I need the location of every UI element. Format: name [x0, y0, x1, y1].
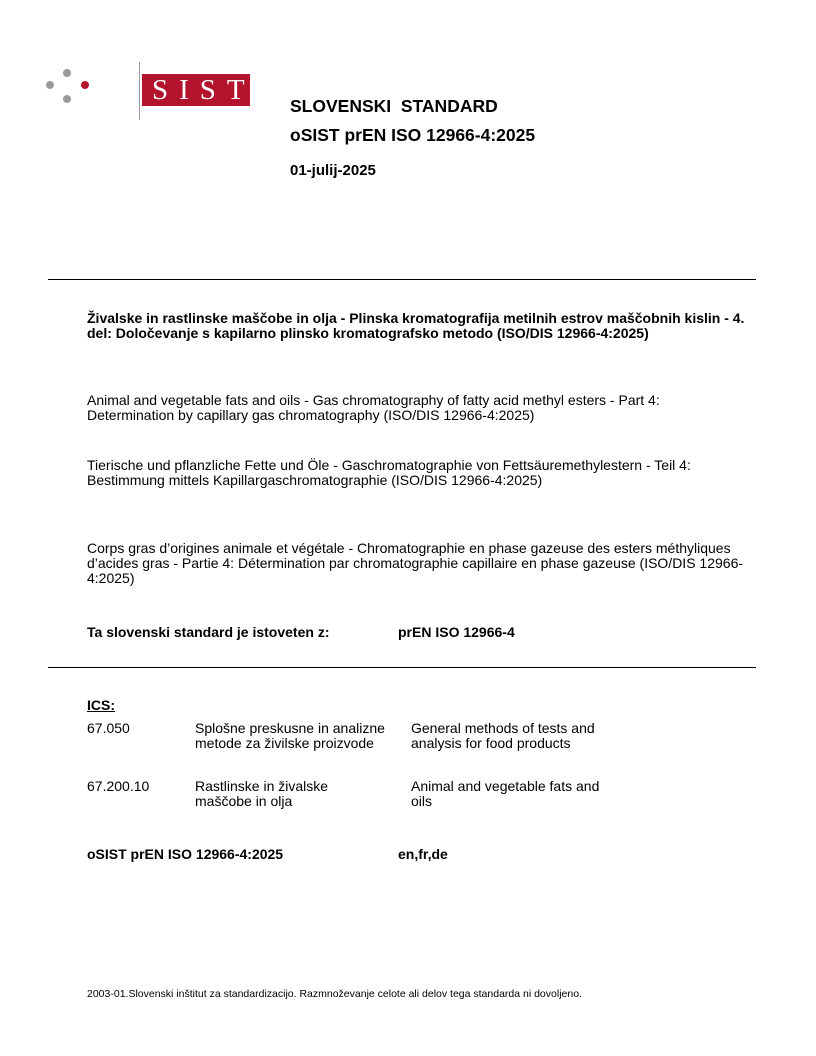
- divider-top: [48, 279, 756, 280]
- copyright-footer: 2003-01.Slovenski inštitut za standardizacijo. Razmnoževanje celote ali delov tega standarda ni dovoljeno.: [87, 988, 582, 1000]
- ics-code: 67.200.10: [87, 778, 150, 794]
- ics-description-en: Animal and vegetable fats and oils: [411, 778, 600, 809]
- logo-dot-icon: [63, 95, 71, 103]
- identical-value: prEN ISO 12966-4: [398, 624, 515, 640]
- standard-code: oSIST prEN ISO 12966-4:2025: [290, 125, 536, 145]
- ics-description-sl: Rastlinske in živalske maščobe in olja: [195, 778, 329, 809]
- ics-heading: ICS:: [87, 697, 115, 713]
- logo-wordmark: SIST: [142, 74, 250, 106]
- title-slovenian: Živalske in rastlinske maščobe in olja - Plinska kromatografija metilnih estrov maščobnih kislin - 4. del: Določevanje s kapilarno plinsko kromatografsko metodo (ISO/DIS 12966-4:2025): [87, 310, 745, 341]
- title-english: Animal and vegetable fats and oils - Gas chromatography of fatty acid methyl esters - Part 4: Determination by capillary gas chromatography (ISO/DIS 12966-4:2025): [87, 392, 660, 423]
- sist-logo: [46, 62, 256, 118]
- title-german: Tierische und pflanzliche Fette und Öle - Gaschromatographie von Fettsäuremethylestern - Teil 4: Bestimmung mittels Kapillargaschromatographie (ISO/DIS 12966-4:2025): [87, 457, 691, 488]
- identical-label: Ta slovenski standard je istoveten z:: [87, 624, 330, 640]
- document-code: oSIST prEN ISO 12966-4:2025: [87, 846, 284, 862]
- logo-dot-icon: [46, 81, 54, 89]
- logo-dot-icon: [81, 81, 89, 89]
- logo-dot-icon: [63, 69, 71, 77]
- divider-bottom: [48, 667, 756, 668]
- title-french: Corps gras d’origines animale et végétale - Chromatographie en phase gazeuse des esters méthyliques d’acides gras - Partie 4: Détermination par chromatographie capillaire en phase gazeuse (ISO/DIS 12966-4:2025): [87, 540, 744, 586]
- ics-description-sl: Splošne preskusne in analizne metode za živilske proizvode: [195, 720, 385, 751]
- standard-type: SLOVENSKI STANDARD: [290, 96, 498, 116]
- standard-date: 01-julij-2025: [290, 162, 376, 179]
- logo-divider: [139, 62, 140, 120]
- ics-description-en: General methods of tests and analysis for food products: [411, 720, 595, 751]
- document-languages: en,fr,de: [398, 846, 448, 862]
- ics-code: 67.050: [87, 720, 130, 736]
